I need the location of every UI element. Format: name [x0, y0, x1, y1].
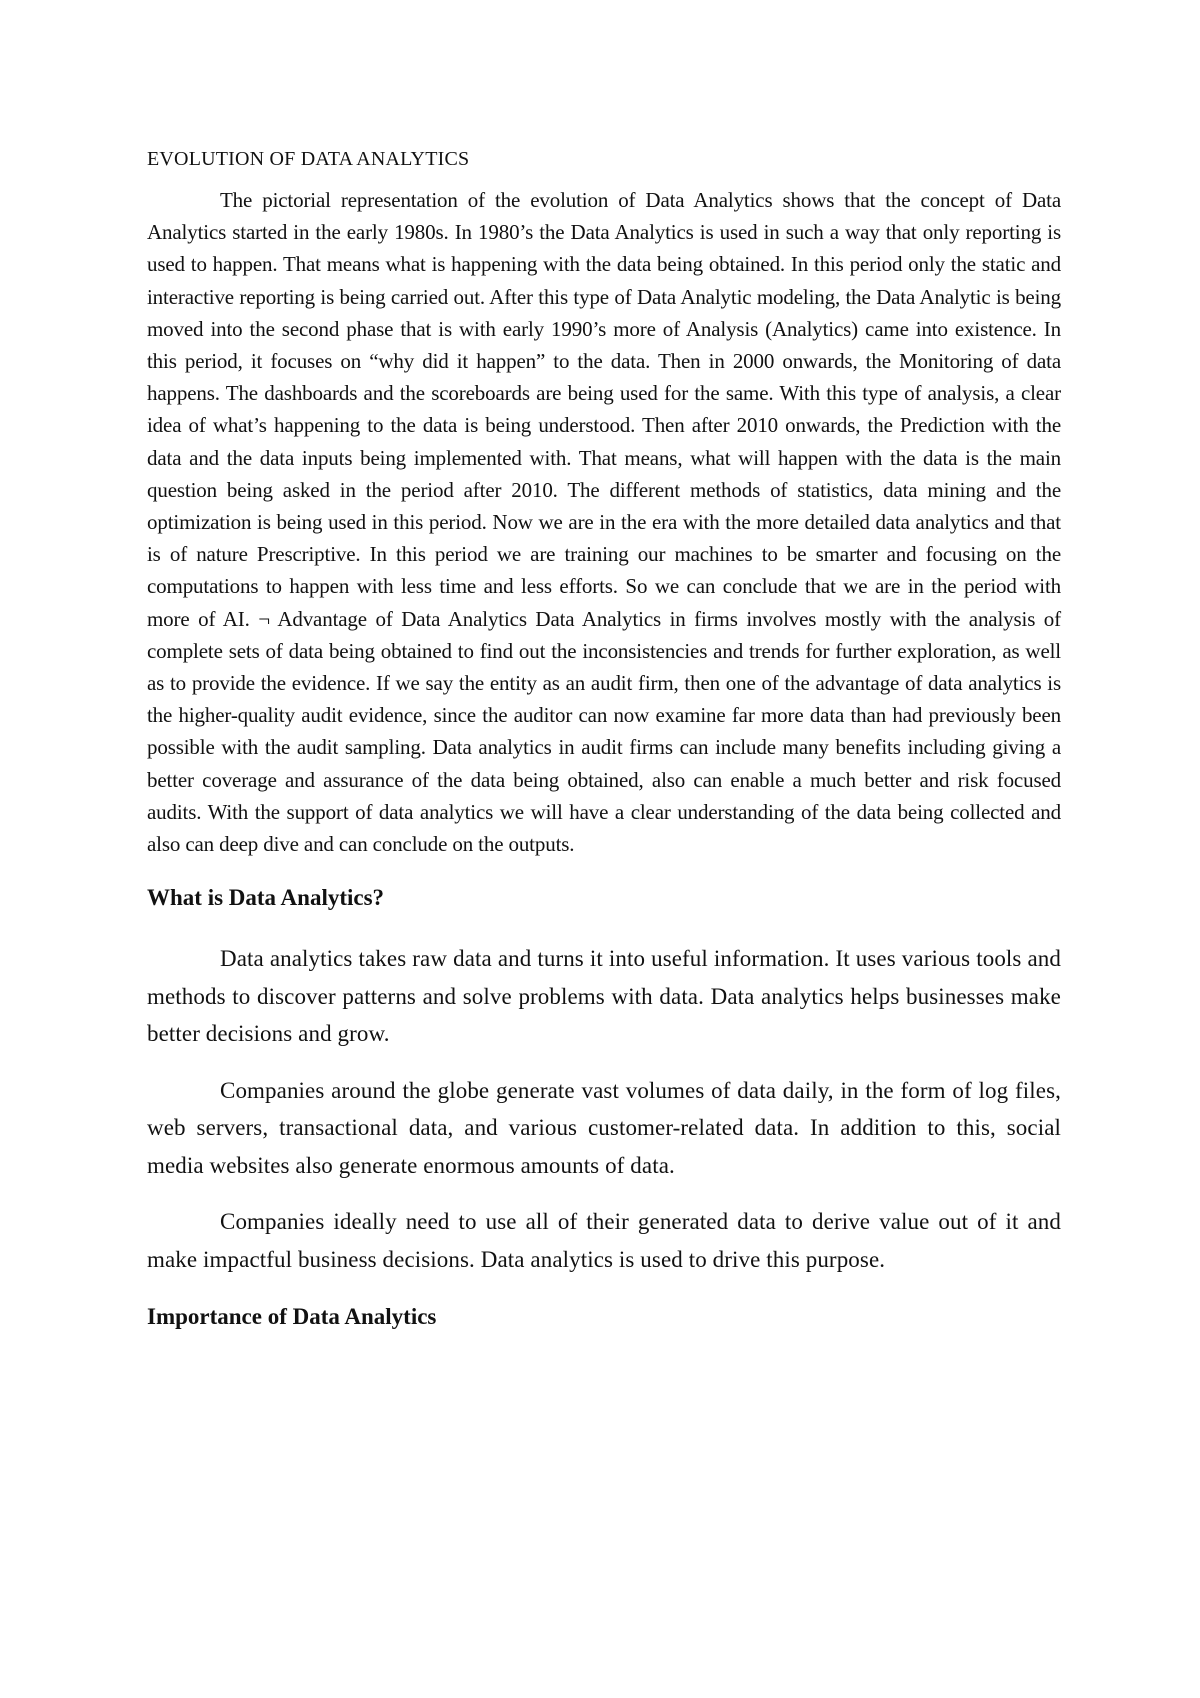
what-paragraph-2: Companies around the globe generate vast volumes of data daily, in the form of log files, web servers, transactional data, and various customer-related data. In addition to this, social media websites also generate enormous amounts of data. — [147, 1077, 1061, 1178]
importance-heading: Importance of Data Analytics — [147, 1304, 437, 1330]
what-paragraph-1: Data analytics takes raw data and turns it into useful information. It uses various tools and methods to discover patterns and solve problems with data. Data analytics helps businesses make better decisions and grow. — [147, 946, 1061, 1047]
evolution-title: EVOLUTION OF DATA ANALYTICS — [147, 148, 470, 170]
what-is-data-analytics-heading: What is Data Analytics? — [147, 885, 385, 911]
what-paragraph-3: Companies ideally need to use all of their generated data to derive value out of it and make impactful business decisions. Data analytics is used to drive this purpose. — [147, 1209, 1061, 1272]
evolution-paragraph: The pictorial representation of the evolution of Data Analytics shows that the concept of Data Analytics started in the early 1980s. In 1980’s the Data Analytics is used in such a way that only reporting is used to happen. That means what is happening with the data being obtained. In this period only the static and interactive reporting is being carried out. After this type of Data Analytic modeling, the Data Analytic is being moved into the second phase that is with early 1990’s more of Analysis (Analytics) came into existence. In this period, it focuses on “why did it happen” to the data. Then in 2000 onwards, the Monitoring of data happens. The dashboards and the scoreboards are being used for the same. With this type of analysis, a clear idea of what’s happening to the data is being understood. Then after 2010 onwards, the Prediction with the data and the data inputs being implemented with. That means, what will happen with the data is the main question being asked in the period after 2010. The different methods of statistics, data mining and the optimization is being used in this period. Now we are in the era with the more detailed data analytics and that is of nature Prescriptive. In this period we are training our machines to be smarter and focusing on the computations to happen with less time and less efforts. So we can conclude that we are in the period with more of AI. ¬ Advantage of Data Analytics Data Analytics in firms involves mostly with the analysis of complete sets of data being obtained to find out the inconsistencies and trends for further exploration, as well as to provide the evidence. If we say the entity as an audit firm, then one of the advantage of data analytics is the higher-quality audit evidence, since the auditor can now examine far more data than had previously been possible with the audit sampling. Data analytics in audit firms can include many benefits including giving a better coverage and assurance of the data being obtained, also can enable a much better and risk focused audits. With the support of data analytics we will have a clear understanding of the data being collected and also can deep dive and can conclude on the outputs. — [147, 188, 1061, 857]
document-page — [147, 146, 1061, 1332]
